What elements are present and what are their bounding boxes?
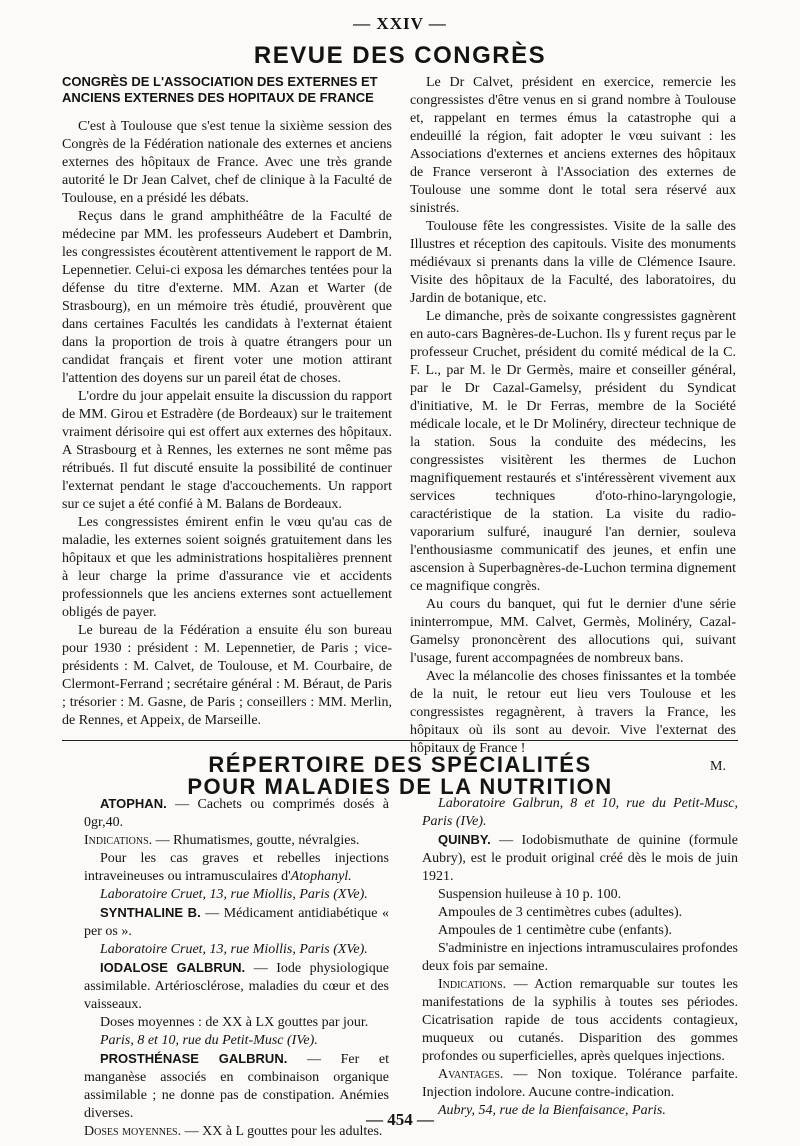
congres-column-left <box>62 74 392 730</box>
congres-heading: CONGRÈS DE L'ASSOCIATION DES EXTERNES ET ANCIENS EXTERNES DES HOPITAUX DE FRANCE <box>62 74 378 105</box>
laboratory: Laboratoire Cruet, 13, rue Miollis, Paris (XVe). <box>100 887 368 902</box>
paragraph: L'ordre du jour appelait ensuite la discussion du rapport de MM. Girou et Estradère (de Bordeaux) sur le traitement vraiment dérisoire qui est offert aux externes des hôpitaux. A Strasbourg et à Rennes, les externes ne sont même pas rétribués. Il fut discuté ensuite la possibilité de continuer l'externat pendant le stage d'accouchements. Un rapport sur ce sujet a été confié à M. Balans de Bordeaux. <box>62 389 392 512</box>
product-name: SYNTHALINE B. <box>100 905 201 920</box>
laboratory: Paris, 8 et 10, rue du Petit-Musc (IVe). <box>100 1033 318 1048</box>
paragraph: Au cours du banquet, qui fut le dernier d'une série ininterrompue, MM. Calvet, Germès, Molinéry, Cazal-Gamelsy prononcèrent des allocutions qui, suivant l'usage, furent accompagnées de nombreux bans. <box>410 597 736 666</box>
congres-column-right <box>410 74 736 776</box>
page-number: — 454 — <box>366 1110 434 1129</box>
page-number-roman: — XXIV — <box>353 14 447 33</box>
repertoire-title-line2: POUR MALADIES DE LA NUTRITION <box>187 774 613 799</box>
form: S'administre en injections intramusculaires profondes deux fois par semaine. <box>422 941 738 974</box>
paragraph: Reçus dans le grand amphithéâtre de la Faculté de médecine par MM. les professeurs Audebert et Dambrin, les congressistes écoutèrent attentivement le rapport de M. Lepennetier. Celui-ci exposa les démarches tentées pour la défense du titre d'externe. MM. Azan et Warter (de Strasbourg), en un mémoire très étudié, prouvèrent que dans certaines Facultés les candidats à l'externat étaient dans la proportion de trois à quatre étrangers pour un candidat français et firent voter une motion attirant l'attention des doyens sur un pareil état de choses. <box>62 209 392 386</box>
paragraph: Le dimanche, près de soixante congressistes gagnèrent en auto-cars Bagnères-de-Luchon. Ils y furent reçus par le professeur Cruchet, président du comité médical de la C. F. L., par M. le Dr Germès, maire et conseiller général, par le Dr Cazal-Gamelsy, président du Syndicat d'initiative, M. le Dr Ferras, membre de la Société médicale locale, et le Dr Molinéry, directeur technique de la station. Sous la conduite des médecins, les congressistes visitèrent les thermes de Luchon magnifiquement restaurés et s'intéressèrent vivement aux services techniques d'oto-rhino-laryngologie, caractéristique de la station. La visite du radio-vaporarium sulfuré, inauguré l'an dernier, souleva l'enthousiasme communicatif des jeunes, et enfin une ascension à Superbagnères-de-Luchon termina dignement ce magnifique congrès. <box>410 309 736 594</box>
product-name: ATOPHAN. <box>100 796 167 811</box>
laboratory: Laboratoire Galbrun, 8 et 10, rue du Petit-Musc, Paris (IVe). <box>422 796 738 829</box>
product-desc: — Fer et manganèse associés en combinaison organique assimilable ; ne donne pas de constipation. Anémies diverses. <box>84 1052 390 1121</box>
product-desc: — Iode physiologique assimilable. Artériosclérose, maladies du cœur et des vaisseaux. <box>84 961 389 1012</box>
signature: M. <box>710 759 726 774</box>
paragraph: Les congressistes émirent enfin le vœu qu'au cas de maladie, les externes soient soignés gratuitement dans les hôpitaux et que les administrations hospitalières prennent à leur charge la prime d'assurance vie et accidents professionnels que les anciens externes sont actuellement obligés de payer. <box>62 515 392 620</box>
paragraph: Le Dr Calvet, président en exercice, remercie les congressistes d'être venus en si grand nombre à Toulouse et, rappelant en termes émus la catastrophe qui a endeuillé la région, fait adopter le vœu suivant : les Associations d'externes et anciens externes des hôpitaux de France verseront à l'Association des externes de Toulouse une somme dont le total sera réservé aux sinistrés. <box>410 75 736 216</box>
repertoire-title-line1: RÉPERTOIRE DES SPÉCIALITÉS <box>208 752 592 777</box>
repertoire-column-left <box>84 795 389 1141</box>
entry-iodalose <box>84 959 389 1014</box>
paragraph: Toulouse fête les congressistes. Visite de la salle des Illustres et réception des capitouls. Visite des monuments médiévaux si prenants dans la ville de Clémence Isaure. Visite des hôpitaux de la Faculté, des laboratoires, du Jardin de botanique, etc. <box>410 219 736 306</box>
form: Suspension huileuse à 10 p. 100. <box>438 887 622 902</box>
dosage-text: — XX à L gouttes pour les adultes. <box>181 1124 383 1139</box>
product-name: PROSTHÉNASE GALBRUN. <box>100 1051 288 1066</box>
paragraph: Avec la mélancolie des choses finissantes et la tombée de la nuit, le retour eut lieu vers Toulouse et les congressistes regagnèrent, à travers la France, les hôpitaux où ils sont au devoir. Vive l'externat des hôpitaux de France ! <box>410 669 736 756</box>
advantages <box>422 1066 738 1102</box>
entry-atophan <box>84 795 389 832</box>
laboratory: Aubry, 54, rue de la Bienfaisance, Paris. <box>438 1103 666 1118</box>
advantages-text: — Non toxique. Tolérance parfaite. Injection indolore. Aucune contre-indication. <box>422 1067 738 1100</box>
paragraph: C'est à Toulouse que s'est tenue la sixième session des Congrès de la Fédération nationale des externes et anciens externes des hôpitaux de France. Avec une très grande autorité le Dr Jean Calvet, chef de clinique à la Faculté de Toulouse, en a présidé les débats. <box>62 119 392 206</box>
indications <box>84 832 389 850</box>
entry-quinby <box>422 831 738 886</box>
product-desc: — Iodobismuthate de quinine (formule Aubry), est le produit original créé dès le mois de juin 1921. <box>422 833 738 884</box>
note-product: Atophanyl. <box>290 869 352 884</box>
indications-text: — Rhumatismes, goutte, névralgies. <box>152 833 360 848</box>
indications <box>422 976 738 1066</box>
indications-label: Indications. <box>84 833 153 848</box>
dosage: Doses moyennes : de XX à LX gouttes par jour. <box>100 1015 369 1030</box>
note <box>84 850 389 886</box>
paragraph: Le bureau de la Fédération a ensuite élu son bureau pour 1930 : président : M. Lepennetier, de Paris ; vice-présidents : M. Calvet, de Toulouse, et M. Courbaire, de Clermont-Ferrand ; secrétaire général : M. Béraut, de Paris ; trésorier : M. Gasne, de Paris ; conseillers : MM. Merlin, de Rennes, et Appeix, de Marseille. <box>62 623 392 728</box>
entry-synthaline <box>84 904 389 941</box>
section-title-revue: REVUE DES CONGRÈS <box>253 42 547 69</box>
form: Ampoules de 3 centimètres cubes (adultes). <box>438 905 683 920</box>
repertoire-column-right <box>422 795 738 1120</box>
form: Ampoules de 1 centimètre cube (enfants). <box>438 923 673 938</box>
product-desc: — Médicament antidiabétique « per os ». <box>84 906 390 939</box>
section-divider <box>62 740 738 741</box>
dosage-label: Doses moyennes. <box>84 1124 182 1139</box>
product-desc: — Cachets ou comprimés dosés à 0gr,40. <box>84 797 389 830</box>
product-name: QUINBY. <box>438 832 491 847</box>
note-text: Pour les cas graves et rebelles injections intraveineuses ou intramusculaires d' <box>84 851 389 884</box>
indications-label: Indications. <box>438 977 507 992</box>
indications-text: — Action remarquable sur toutes les manifestations de la syphilis à toutes ses périodes. Cicatrisation rapide de tous accidents contagieux, muqueux ou cutanés. Disparition des gommes profondes ou superficielles, après quelques injections. <box>422 977 738 1064</box>
product-name: IODALOSE GALBRUN. <box>100 960 246 975</box>
advantages-label: Avantages. <box>438 1067 504 1082</box>
laboratory: Laboratoire Cruet, 13, rue Miollis, Paris (XVe). <box>100 942 368 957</box>
